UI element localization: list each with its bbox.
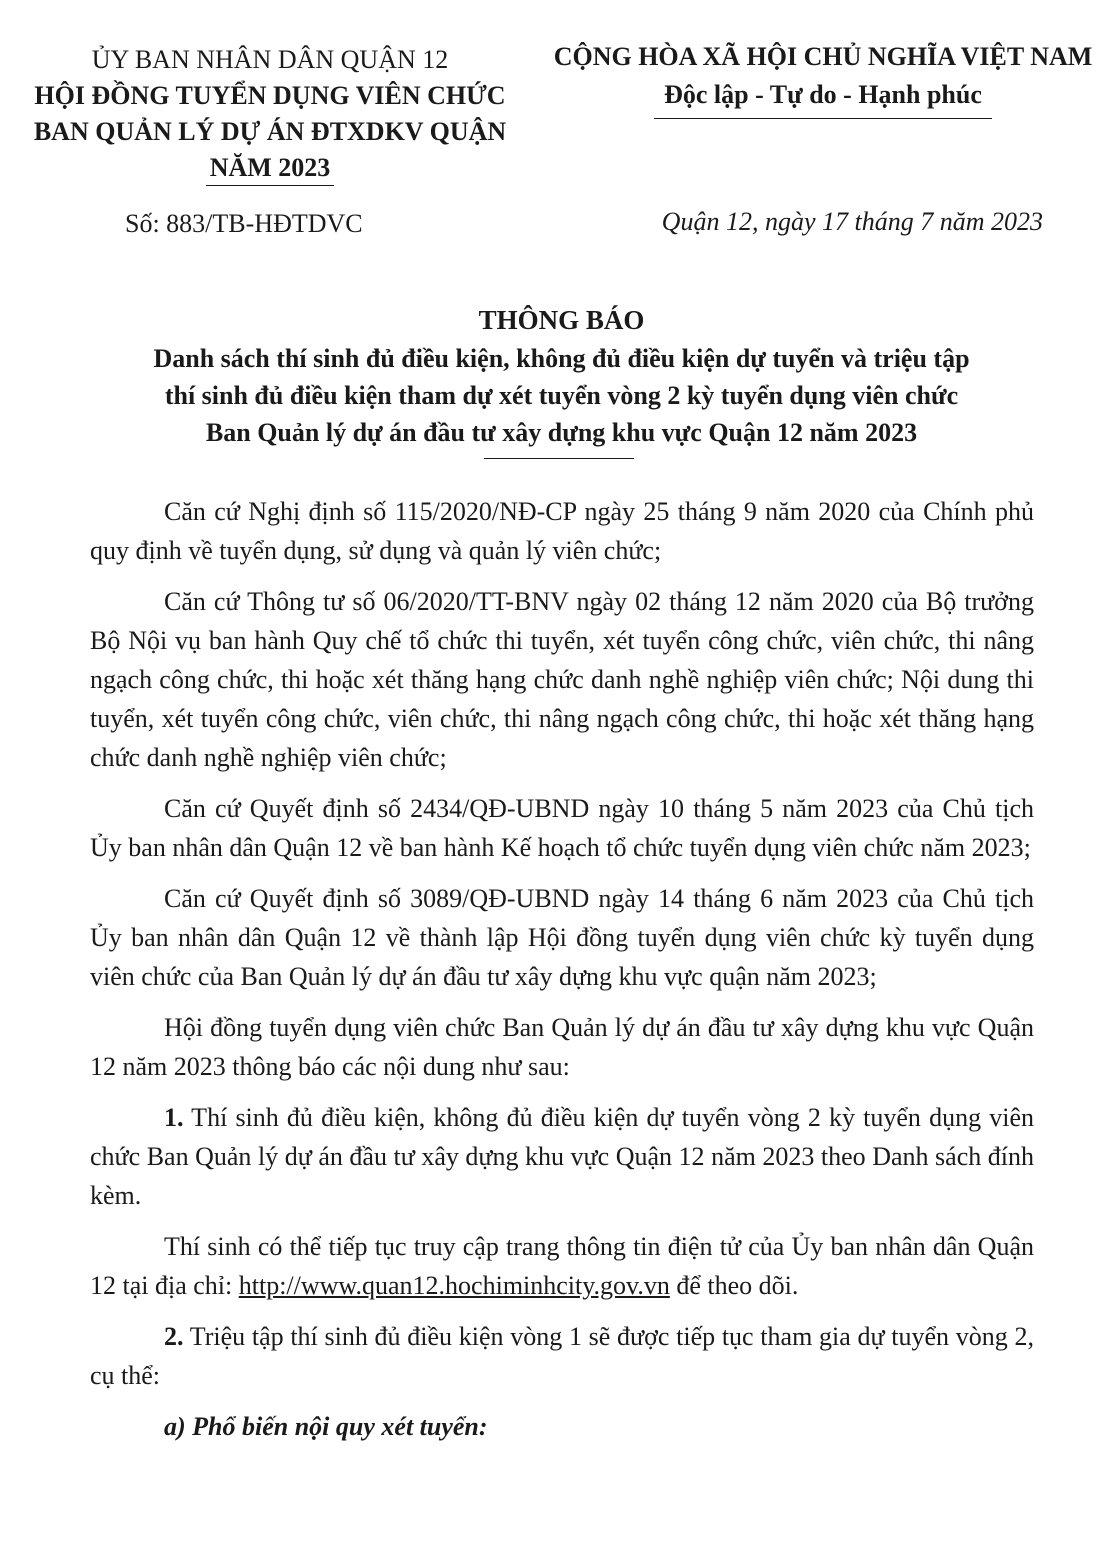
item-2-number: 2. bbox=[164, 1322, 184, 1351]
paragraph-legal-basis-1: Căn cứ Nghị định số 115/2020/NĐ-CP ngày 25 tháng 9 năm 2020 của Chính phủ quy định về tuyển dụng, sử dụng và quản lý viên chức; bbox=[90, 497, 1034, 565]
item-1-number: 1. bbox=[164, 1103, 184, 1132]
website-text-after: để theo dõi. bbox=[669, 1271, 799, 1300]
authority-line-3: BAN QUẢN LÝ DỰ ÁN ĐTXDKV QUẬN bbox=[33, 117, 507, 146]
paragraph-website bbox=[90, 1227, 1034, 1305]
item-1-text: Thí sinh đủ điều kiện, không đủ điều kiện dự tuyển vòng 2 kỳ tuyển dụng viên chức Ban Quản lý dự án đầu tư xây dựng khu vực Quận 12 năm 2023 theo Danh sách đính kèm. bbox=[90, 1103, 1034, 1210]
authority-line-2: HỘI ĐỒNG TUYỂN DỤNG VIÊN CHỨC bbox=[34, 81, 506, 110]
paragraph-legal-basis-4: Căn cứ Quyết định số 3089/QĐ-UBND ngày 14 tháng 6 năm 2023 của Chủ tịch Ủy ban nhân dân Quận 12 về thành lập Hội đồng tuyển dụng viên chức kỳ tuyển dụng viên chức của Ban Quản lý dự án đầu tư xây dựng khu vực quận năm 2023; bbox=[90, 884, 1034, 991]
notice-subtitle-line-3: Ban Quản lý dự án đầu tư xây dựng khu vực Quận 12 năm 2023 bbox=[205, 418, 918, 447]
paragraph-legal-basis-3: Căn cứ Quyết định số 2434/QĐ-UBND ngày 10 tháng 5 năm 2023 của Chủ tịch Ủy ban nhân dân Quận 12 về ban hành Kế hoạch tổ chức tuyển dụng viên chức năm 2023; bbox=[90, 794, 1034, 862]
paragraph-legal-basis-2: Căn cứ Thông tư số 06/2020/TT-BNV ngày 02 tháng 12 năm 2020 của Bộ trưởng Bộ Nội vụ ban hành Quy chế tổ chức thi tuyển, xét tuyển công chức, viên chức, thi nâng ngạch công chức, thi hoặc xét thăng hạng chức danh nghề nghiệp viên chức; Nội dung thi tuyển, xét tuyển công chức, viên chức, thi nâng ngạch công chức, thi hoặc xét thăng hạng chức danh nghề nghiệp viên chức; bbox=[90, 587, 1034, 772]
notice-subtitle-line-1: Danh sách thí sinh đủ điều kiện, không đủ điều kiện dự tuyển và triệu tập bbox=[153, 344, 970, 373]
notice-title bbox=[60, 302, 1063, 451]
notice-heading: THÔNG BÁO bbox=[478, 305, 645, 335]
country-name: CỘNG HÒA XÃ HỘI CHỦ NGHĨA VIỆT NAM bbox=[553, 42, 1093, 71]
paragraph-item-1 bbox=[90, 1098, 1034, 1215]
website-link[interactable]: http://www.quan12.hochiminhcity.gov.vn bbox=[238, 1271, 670, 1300]
national-title bbox=[538, 38, 1108, 119]
document-number: Số: 883/TB-HĐTDVC bbox=[125, 209, 363, 238]
issuing-authority bbox=[10, 42, 530, 186]
notice-subtitle-line-2: thí sinh đủ điều kiện tham dự xét tuyển vòng 2 kỳ tuyển dụng viên chức bbox=[164, 381, 959, 410]
notice-body bbox=[90, 492, 1034, 1458]
authority-line-1: ỦY BAN NHÂN DÂN QUẬN 12 bbox=[91, 45, 449, 74]
item-2-text: Triệu tập thí sinh đủ điều kiện vòng 1 sẽ được tiếp tục tham gia dự tuyển vòng 2, cụ thể: bbox=[90, 1322, 1034, 1390]
authority-line-4: NĂM 2023 bbox=[206, 151, 335, 186]
title-divider bbox=[484, 458, 634, 459]
website-text-before: Thí sinh có thể tiếp tục truy cập trang thông tin điện tử của Ủy ban nhân dân Quận 12 tại địa chỉ: bbox=[90, 1232, 1034, 1300]
paragraph-item-2 bbox=[90, 1317, 1034, 1395]
paragraph-announcement: Hội đồng tuyển dụng viên chức Ban Quản lý dự án đầu tư xây dựng khu vực Quận 12 năm 2023 thông báo các nội dung như sau: bbox=[90, 1013, 1034, 1081]
document-date: Quận 12, ngày 17 tháng 7 năm 2023 bbox=[661, 207, 1043, 236]
national-motto: Độc lập - Tự do - Hạnh phúc bbox=[654, 76, 992, 119]
subheading-a: a) Phổ biến nội quy xét tuyển: bbox=[164, 1412, 488, 1441]
